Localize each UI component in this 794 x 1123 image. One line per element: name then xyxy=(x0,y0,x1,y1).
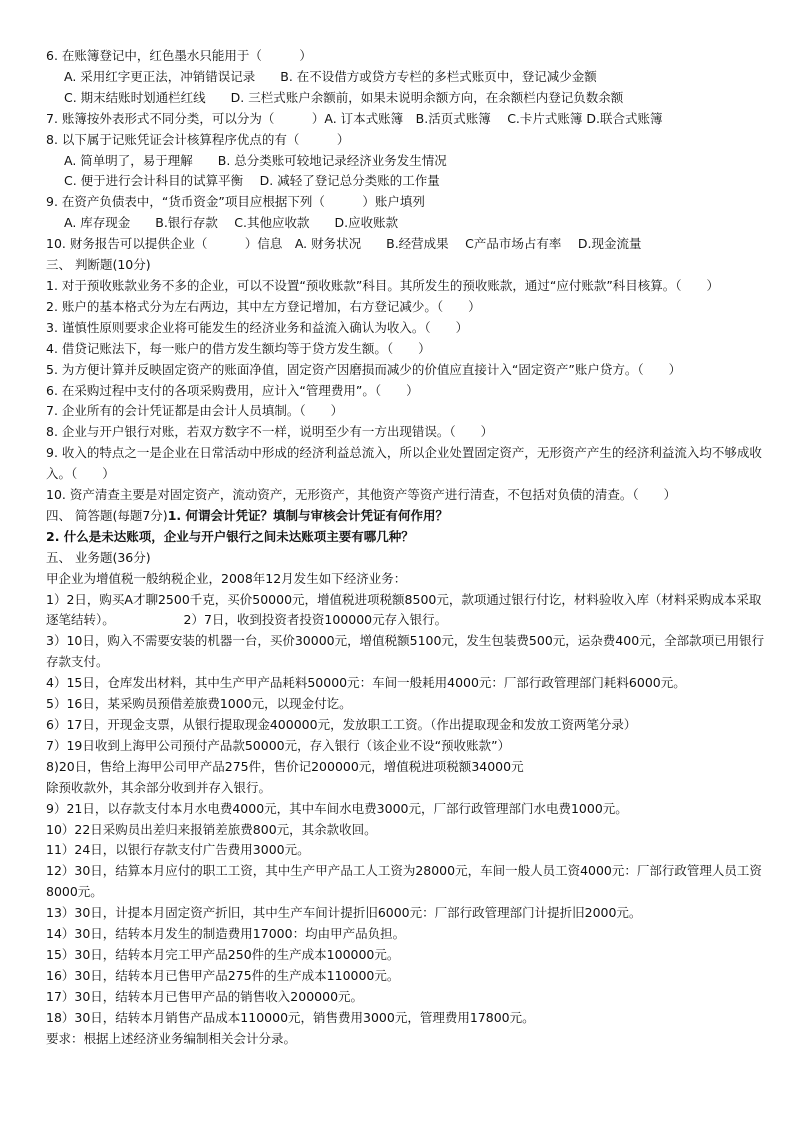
short-answer-section xyxy=(46,506,770,548)
judgement-item-2: 2. 账户的基本格式分为左右两边，其中左方登记增加，右方登记减少。（ ） xyxy=(46,298,481,314)
business-item-15: 15）30日，结转本月完工甲产品250件的生产成本100000元。 xyxy=(46,946,400,962)
business-section xyxy=(46,548,770,1050)
business-item-18: 18）30日，结转本月销售产品成本110000元，销售费用3000元，管理费用17800元。 xyxy=(46,1009,535,1025)
business-item-6: 6）17日，开现金支票，从银行提取现金400000元，发放职工工资。（作出提取现金和发放工资两笔分录） xyxy=(46,717,637,732)
judgement-item-1: 1. 对于预收账款业务不多的企业，可以不设置“预收账款”科目。其所发生的预收账款，通过“应付账款”科目核算。（ ） xyxy=(46,277,720,293)
business-item-4: 4）15日，仓库发出材料，其中生产甲产品耗料50000元：车间一般耗用4000元：厂部行政管理部门耗料6000元。 xyxy=(46,675,686,691)
question-6-options-row-2: C. 期末结账时划通栏红线 D. 三栏式账户余额前，如果未说明余额方向，在余额栏内登记负数余额 xyxy=(64,89,624,105)
question-9-stem: 9. 在资产负债表中，“货币资金”项目应根据下列（ ）账户填列 xyxy=(46,194,425,210)
question-9-options-row-1: A. 库存现金 B.银行存款 C.其他应收款 D.应收账款 xyxy=(64,215,399,231)
short-answer-question-2: 2. 什么是未达账项，企业与开户银行之间未达账项主要有哪几种？ xyxy=(46,528,414,544)
section-3-heading: 三、 判断题(10分) xyxy=(46,257,151,273)
judgement-item-7: 7. 企业所有的会计凭证都是由会计人员填制。（ ） xyxy=(46,403,344,419)
question-6-stem: 6. 在账簿登记中，红色墨水只能用于（ ） xyxy=(46,48,312,63)
judgement-item-5: 5. 为方便计算并反映固定资产的账面净值，固定资产因磨损而减少的价值应直接计入“固定资产”账户贷方。（ ） xyxy=(46,361,682,377)
business-intro: 甲企业为增值税一般纳税企业，2008年12月发生如下经济业务： xyxy=(46,570,407,586)
judgement-item-8: 8. 企业与开户银行对账，若双方数字不一样，说明至少有一方出现错误。（ ） xyxy=(46,424,494,440)
section-4-heading: 四、 简答题(每题7分) xyxy=(46,507,168,523)
question-10-stem: 10. 财务报告可以提供企业（ ）信息 A. 财务状况 B.经营成果 C产品市场占有率 D.现金流量 xyxy=(46,236,642,252)
business-item-14: 14）30日，结转本月发生的制造费用17000：均由甲产品负担。 xyxy=(46,926,406,942)
judgement-item-9: 9. 收入的特点之一是企业在日常活动中形成的经济利益总流入，所以企业处置固定资产，无形资产产生的经济利益流入均不够成收入。（ ） xyxy=(46,445,762,482)
question-7-stem: 7. 账簿按外表形式不同分类，可以分为（ ）A. 订本式账簿 B.活页式账簿 C.卡片式账簿 D.联合式账簿 xyxy=(46,110,663,126)
business-requirement: 要求：根据上述经济业务编制相关会计分录。 xyxy=(46,1030,297,1046)
business-item-13: 13）30日，计提本月固定资产折旧，其中生产车间计提折旧6000元：厂部行政管理部门计提折旧2000元。 xyxy=(46,905,642,921)
business-item-1-2: 1）2日，购买A才聊2500千克，买价50000元，增值税进项税额8500元，款项通过银行付讫，材料验收入库（材料采购成本采取逐笔结转）。 2）7日，收到投资者投资100000元存入银行。 xyxy=(46,591,762,628)
question-8-options-row-1: A. 简单明了，易于理解 B. 总分类账可较地记录经济业务发生情况 xyxy=(64,152,447,168)
question-6-options-row-1: A. 采用红字更正法，冲销错误记录 B. 在不设借方或贷方专栏的多栏式账页中，登记减少金额 xyxy=(64,68,597,84)
judgement-section xyxy=(46,255,770,506)
business-item-3: 3）10日，购入不需要安装的机器一台，买价30000元，增值税额5100元，发生包装费500元，运杂费400元，全部款项已用银行存款支付。 xyxy=(46,633,765,670)
business-item-11: 11）24日，以银行存款支付广告费用3000元。 xyxy=(46,842,310,858)
business-item-5: 5）16日，某采购员预借差旅费1000元，以现金付讫。 xyxy=(46,696,352,712)
business-item-9: 9）21日，以存款支付本月水电费4000元，其中车间水电费3000元，厂部行政管理部门水电费1000元。 xyxy=(46,800,628,816)
question-8-options-row-2: C. 便于进行会计科目的试算平衡 D. 减轻了登记总分类账的工作量 xyxy=(64,173,440,189)
judgement-item-4: 4. 借贷记账法下，每一账户的借方发生额均等于贷方发生额。（ ） xyxy=(46,340,431,356)
business-item-10: 10）22日采购员出差归来报销差旅费800元，其余款收回。 xyxy=(46,821,377,837)
business-item-8: 8)20日，售给上海甲公司甲产品275件，售价记200000元，增值税进项税额34000元 xyxy=(46,758,524,774)
judgement-item-3: 3. 谨慎性原则要求企业将可能发生的经济业务和益流入确认为收入。（ ） xyxy=(46,319,469,335)
business-item-17: 17）30日，结转本月已售甲产品的销售收入200000元。 xyxy=(46,988,364,1004)
judgement-item-6: 6. 在采购过程中支付的各项采购费用，应计入“管理费用”。（ ） xyxy=(46,382,419,398)
judgement-item-10: 10. 资产清查主要是对固定资产，流动资产，无形资产，其他资产等资产进行清查，不包括对负债的清查。（ ） xyxy=(46,487,677,503)
section-5-heading: 五、 业务题(36分) xyxy=(46,549,151,565)
choice-section xyxy=(46,46,770,255)
short-answer-question-1: 1. 何谓会计凭证？填制与审核会计凭证有何作用？ xyxy=(167,507,448,523)
question-8-stem: 8. 以下属于记账凭证会计核算程序优点的有（ ） xyxy=(46,131,350,147)
business-item-7: 7）19日收到上海甲公司预付产品款50000元，存入银行（该企业不设“预收账款”） xyxy=(46,737,511,753)
business-item-8-continued: 除预收款外，其余部分收到并存入银行。 xyxy=(46,779,272,795)
business-item-12: 12）30日，结算本月应付的职工工资，其中生产甲产品工人工资为28000元，车间一般人员工资4000元：厂部行政管理人员工资8000元。 xyxy=(46,863,762,900)
business-item-16: 16）30日，结转本月已售甲产品275件的生产成本110000元。 xyxy=(46,967,400,983)
